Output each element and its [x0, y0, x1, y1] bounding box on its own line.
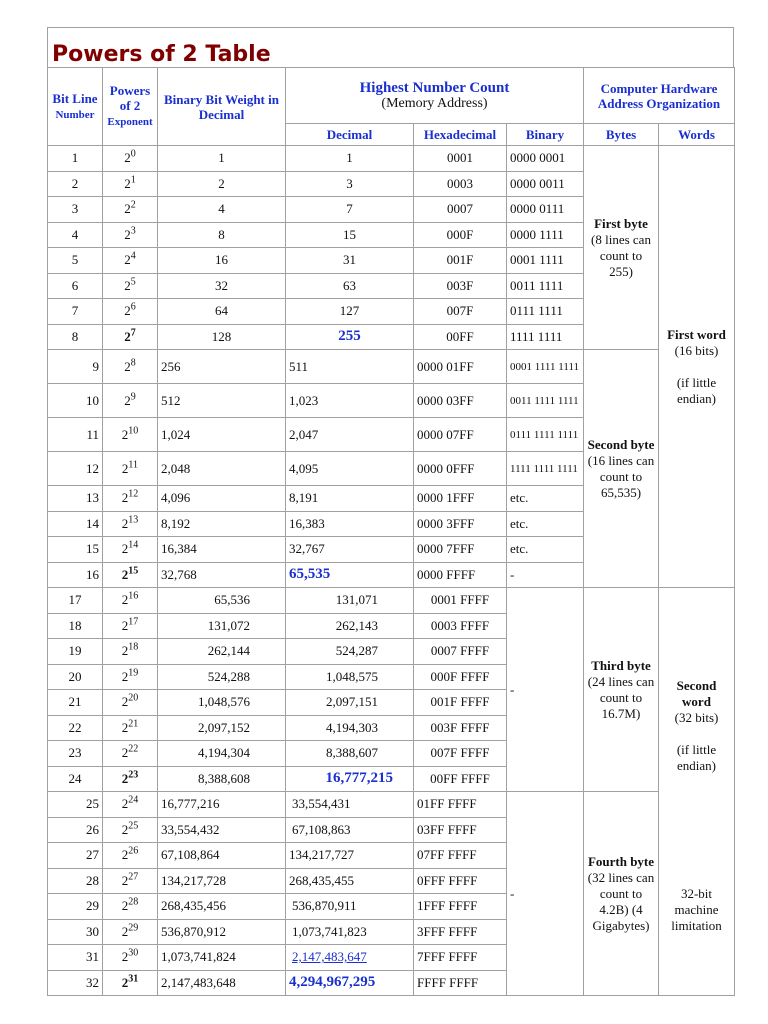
table-cell: 63: [286, 273, 414, 299]
table-cell: 2,048: [158, 452, 286, 486]
table-cell: 67,108,864: [158, 843, 286, 869]
table-cell: $2^{19}$: [103, 664, 158, 690]
table-cell: 1: [158, 146, 286, 172]
table-cell: [286, 324, 414, 350]
header-decimal: Decimal: [286, 124, 414, 146]
exponent: 5: [130, 276, 136, 288]
exponent: 1: [130, 174, 136, 186]
header-hardware: Computer Hardware Address Organization: [584, 68, 735, 124]
table-cell: 16,383: [286, 511, 414, 537]
table-cell: 13: [48, 486, 103, 512]
table-cell: 1,073,741,823: [286, 919, 414, 945]
table-cell: $2^6$: [103, 299, 158, 325]
table-cell: 7FFF FFFF: [414, 945, 507, 971]
exponent: 12: [128, 488, 139, 500]
table-cell: 511: [286, 350, 414, 384]
table-cell: $2^{22}$: [103, 741, 158, 767]
table-cell: 25: [48, 792, 103, 818]
table-cell: $2^{31}$: [103, 970, 158, 996]
table-cell: [286, 766, 414, 792]
table-cell: 07FF FFFF: [414, 843, 507, 869]
table-cell: $2^{14}$: [103, 537, 158, 563]
table-cell: $2^{16}$: [103, 588, 158, 614]
exponent: 8: [130, 357, 136, 369]
table-cell: 1,024: [158, 418, 286, 452]
table-cell: 15: [286, 222, 414, 248]
exponent: 13: [128, 514, 139, 526]
table-cell: 8: [48, 324, 103, 350]
table-cell: 003F: [414, 273, 507, 299]
table-cell: $2^3$: [103, 222, 158, 248]
table-cell: $2^{20}$: [103, 690, 158, 716]
table-cell: 31: [286, 248, 414, 274]
table-cell: 10: [48, 384, 103, 418]
table-cell: $2^{28}$: [103, 894, 158, 920]
header-hex: Hexadecimal: [414, 124, 507, 146]
table-cell: 4,194,303: [286, 715, 414, 741]
table-cell: $2^{30}$: [103, 945, 158, 971]
table-cell: 00FF FFFF: [414, 766, 507, 792]
table-cell: 000F FFFF: [414, 664, 507, 690]
table-cell: 268,435,455: [286, 868, 414, 894]
table-cell: $2^{29}$: [103, 919, 158, 945]
table-cell: 128: [158, 324, 286, 350]
table-cell: $2^1$: [103, 171, 158, 197]
header-bit-line: Bit Line Number: [48, 68, 103, 146]
table-cell: 17: [48, 588, 103, 614]
table-cell: $2^{11}$: [103, 452, 158, 486]
table-cell: 127: [286, 299, 414, 325]
powers-of-2-page: [47, 27, 734, 996]
table-cell: $2^{25}$: [103, 817, 158, 843]
table-cell: 1,023: [286, 384, 414, 418]
table-cell: 01FF FFFF: [414, 792, 507, 818]
exponent: 30: [128, 947, 139, 959]
table-cell: etc.: [507, 537, 584, 563]
table-cell: 21: [48, 690, 103, 716]
table-cell: 03FF FFFF: [414, 817, 507, 843]
table-cell: 4: [48, 222, 103, 248]
table-cell: $2^8$: [103, 350, 158, 384]
table-cell: 3FFF FFFF: [414, 919, 507, 945]
table-cell: 1: [286, 146, 414, 172]
table-cell: 7: [286, 197, 414, 223]
table-row: [48, 588, 735, 614]
table-cell: 18: [48, 613, 103, 639]
table-cell: $2^{18}$: [103, 639, 158, 665]
table-cell: 0000 0111: [507, 197, 584, 223]
table-cell: 15: [48, 537, 103, 563]
table-cell: $2^{21}$: [103, 715, 158, 741]
table-cell: 67,108,863: [286, 817, 414, 843]
table-cell: 3: [286, 171, 414, 197]
table-cell: 0003: [414, 171, 507, 197]
exponent: 16: [128, 590, 139, 602]
highlight-value: 4,294,967,295: [289, 974, 376, 991]
table-cell: 0111 1111 1111: [507, 418, 584, 452]
exponent: 31: [128, 973, 139, 985]
table-cell: 1,073,741,824: [158, 945, 286, 971]
table-cell: 27: [48, 843, 103, 869]
table-cell: 0011 1111: [507, 273, 584, 299]
table-cell: 32: [158, 273, 286, 299]
table-cell: 0000 FFFF: [414, 562, 507, 588]
table-cell: 16,384: [158, 537, 286, 563]
table-row: [48, 350, 735, 384]
table-cell: etc.: [507, 511, 584, 537]
exponent: 14: [128, 539, 139, 551]
table-cell: 2: [158, 171, 286, 197]
table-cell: 0001 1111 1111: [507, 350, 584, 384]
bytes-group-third: Third byte (24 lines can count to 16.7M): [584, 588, 659, 792]
exponent: 24: [128, 794, 139, 806]
table-cell: 256: [158, 350, 286, 384]
table-cell: 2,147,483,648: [158, 970, 286, 996]
table-cell: $2^{15}$: [103, 562, 158, 588]
exponent: 0: [130, 148, 136, 160]
table-cell: $2^{12}$: [103, 486, 158, 512]
table-cell: 8,191: [286, 486, 414, 512]
binary-dash-3: -: [507, 588, 584, 792]
table-cell: 262,144: [158, 639, 286, 665]
table-cell: 0000 0001: [507, 146, 584, 172]
table-cell: [286, 945, 414, 971]
page-title: Powers of 2 Table: [47, 27, 734, 67]
header-binary-weight: Binary Bit Weight in Decimal: [158, 68, 286, 146]
table-cell: 001F: [414, 248, 507, 274]
table-cell: [286, 562, 414, 588]
table-cell: 000F: [414, 222, 507, 248]
table-cell: -: [507, 562, 584, 588]
table-cell: 0011 1111 1111: [507, 384, 584, 418]
table-cell: 0000 1FFF: [414, 486, 507, 512]
table-cell: 524,287: [286, 639, 414, 665]
table-cell: 1111 1111 1111: [507, 452, 584, 486]
header-bytes: Bytes: [584, 124, 659, 146]
table-cell: 1FFF FFFF: [414, 894, 507, 920]
table-cell: 0003 FFFF: [414, 613, 507, 639]
table-cell: 9: [48, 350, 103, 384]
table-cell: 4,096: [158, 486, 286, 512]
table-cell: 22: [48, 715, 103, 741]
table-cell: 0FFF FFFF: [414, 868, 507, 894]
exponent: 10: [128, 425, 139, 437]
table-cell: 33,554,432: [158, 817, 286, 843]
table-cell: 268,435,456: [158, 894, 286, 920]
table-cell: 32,768: [158, 562, 286, 588]
words-group-second: Second word (32 bits) (if little endian) 32-bit machine limitation: [659, 588, 735, 996]
table-cell: 0000 7FFF: [414, 537, 507, 563]
exponent: 2: [130, 199, 136, 211]
table-cell: $2^2$: [103, 197, 158, 223]
table-cell: 131,071: [286, 588, 414, 614]
table-cell: 2: [48, 171, 103, 197]
table-cell: 524,288: [158, 664, 286, 690]
table-cell: 131,072: [158, 613, 286, 639]
exponent: 25: [128, 820, 139, 832]
table-cell: 8,388,608: [158, 766, 286, 792]
table-cell: 29: [48, 894, 103, 920]
table-cell: 23: [48, 741, 103, 767]
exponent: 21: [128, 718, 139, 730]
header-powers: Powers of 2 Exponent: [103, 68, 158, 146]
table-cell: 1,048,575: [286, 664, 414, 690]
header-highest-count: Highest Number Count (Memory Address): [286, 68, 584, 124]
exponent: 19: [128, 667, 139, 679]
table-cell: 007F FFFF: [414, 741, 507, 767]
table-cell: 0007 FFFF: [414, 639, 507, 665]
table-cell: 1: [48, 146, 103, 172]
exponent: 18: [128, 641, 139, 653]
table-cell: $2^{27}$: [103, 868, 158, 894]
table-cell: 5: [48, 248, 103, 274]
exponent: 9: [130, 391, 136, 403]
table-cell: 0001 1111: [507, 248, 584, 274]
table-cell: 0000 03FF: [414, 384, 507, 418]
table-cell: 1,048,576: [158, 690, 286, 716]
highlight-value: 16,777,215: [325, 770, 393, 787]
table-cell: 4,194,304: [158, 741, 286, 767]
bytes-group-fourth: Fourth byte (32 lines can count to 4.2B) (4 Gigabytes): [584, 792, 659, 996]
table-cell: 7: [48, 299, 103, 325]
table-cell: 0000 3FFF: [414, 511, 507, 537]
table-cell: 2,097,151: [286, 690, 414, 716]
table-cell: 0000 07FF: [414, 418, 507, 452]
table-cell: 30: [48, 919, 103, 945]
table-cell: 134,217,727: [286, 843, 414, 869]
table-cell: $2^0$: [103, 146, 158, 172]
table-cell: 536,870,912: [158, 919, 286, 945]
table-cell: 0000 0011: [507, 171, 584, 197]
table-cell: 0001: [414, 146, 507, 172]
exponent: 26: [128, 845, 139, 857]
table-cell: $2^{26}$: [103, 843, 158, 869]
table-cell: 31: [48, 945, 103, 971]
table-cell: 33,554,431: [286, 792, 414, 818]
table-cell: 6: [48, 273, 103, 299]
exponent: 23: [128, 769, 139, 781]
table-cell: 2,047: [286, 418, 414, 452]
exponent: 6: [130, 301, 136, 313]
table-cell: 3: [48, 197, 103, 223]
table-cell: 262,143: [286, 613, 414, 639]
table-cell: 512: [158, 384, 286, 418]
table-cell: 32,767: [286, 537, 414, 563]
table-cell: $2^{23}$: [103, 766, 158, 792]
exponent: 22: [128, 743, 139, 755]
table-cell: 8: [158, 222, 286, 248]
header-words: Words: [659, 124, 735, 146]
table-row: [48, 792, 735, 818]
exponent: 20: [128, 692, 139, 704]
table-cell: 8,192: [158, 511, 286, 537]
exponent: 15: [128, 565, 139, 577]
table-cell: 0007: [414, 197, 507, 223]
table-cell: 26: [48, 817, 103, 843]
table-cell: 001F FFFF: [414, 690, 507, 716]
table-cell: 12: [48, 452, 103, 486]
table-cell: $2^{17}$: [103, 613, 158, 639]
table-cell: 11: [48, 418, 103, 452]
table-cell: 0001 FFFF: [414, 588, 507, 614]
table-cell: 16,777,216: [158, 792, 286, 818]
table-cell: 0000 0FFF: [414, 452, 507, 486]
table-cell: 20: [48, 664, 103, 690]
bytes-group-first: First byte (8 lines can count to 255): [584, 146, 659, 350]
table-cell: 1111 1111: [507, 324, 584, 350]
table-cell: $2^7$: [103, 324, 158, 350]
table-cell: 16: [158, 248, 286, 274]
table-cell: $2^{24}$: [103, 792, 158, 818]
table-cell: 65,536: [158, 588, 286, 614]
exponent: 28: [128, 896, 139, 908]
table-cell: $2^4$: [103, 248, 158, 274]
highlight-value: 255: [338, 328, 361, 345]
table-cell: 8,388,607: [286, 741, 414, 767]
words-group-first: First word (16 bits) (if little endian): [659, 146, 735, 588]
table-cell: 007F: [414, 299, 507, 325]
table-cell: 14: [48, 511, 103, 537]
table-cell: FFFF FFFF: [414, 970, 507, 996]
highlight-value: 65,535: [289, 566, 331, 583]
table-row: [48, 146, 735, 172]
table-cell: 134,217,728: [158, 868, 286, 894]
exponent: 29: [128, 922, 139, 934]
table-cell: $2^9$: [103, 384, 158, 418]
table-cell: 0111 1111: [507, 299, 584, 325]
exponent: 4: [130, 250, 136, 262]
table-cell: 0000 01FF: [414, 350, 507, 384]
table-cell: 24: [48, 766, 103, 792]
powers-table: [47, 67, 735, 996]
table-cell: 2,097,152: [158, 715, 286, 741]
table-cell: 16: [48, 562, 103, 588]
table-cell: etc.: [507, 486, 584, 512]
table-cell: 536,870,911: [286, 894, 414, 920]
bytes-group-second: Second byte (16 lines can count to 65,535): [584, 350, 659, 588]
table-cell: 32: [48, 970, 103, 996]
table-cell: 64: [158, 299, 286, 325]
table-cell: [286, 970, 414, 996]
exponent: 27: [128, 871, 139, 883]
table-cell: 4,095: [286, 452, 414, 486]
table-cell: $2^{13}$: [103, 511, 158, 537]
decimal-link[interactable]: 2,147,483,647: [292, 949, 367, 965]
exponent: 7: [130, 327, 136, 339]
exponent: 3: [130, 225, 136, 237]
table-cell: $2^{10}$: [103, 418, 158, 452]
table-cell: $2^5$: [103, 273, 158, 299]
table-cell: 19: [48, 639, 103, 665]
exponent: 17: [128, 616, 139, 628]
table-cell: 00FF: [414, 324, 507, 350]
binary-dash-4: -: [507, 792, 584, 996]
header-binary: Binary: [507, 124, 584, 146]
table-cell: 4: [158, 197, 286, 223]
table-cell: 003F FFFF: [414, 715, 507, 741]
table-cell: 0000 1111: [507, 222, 584, 248]
exponent: 11: [128, 459, 139, 471]
table-cell: 28: [48, 868, 103, 894]
